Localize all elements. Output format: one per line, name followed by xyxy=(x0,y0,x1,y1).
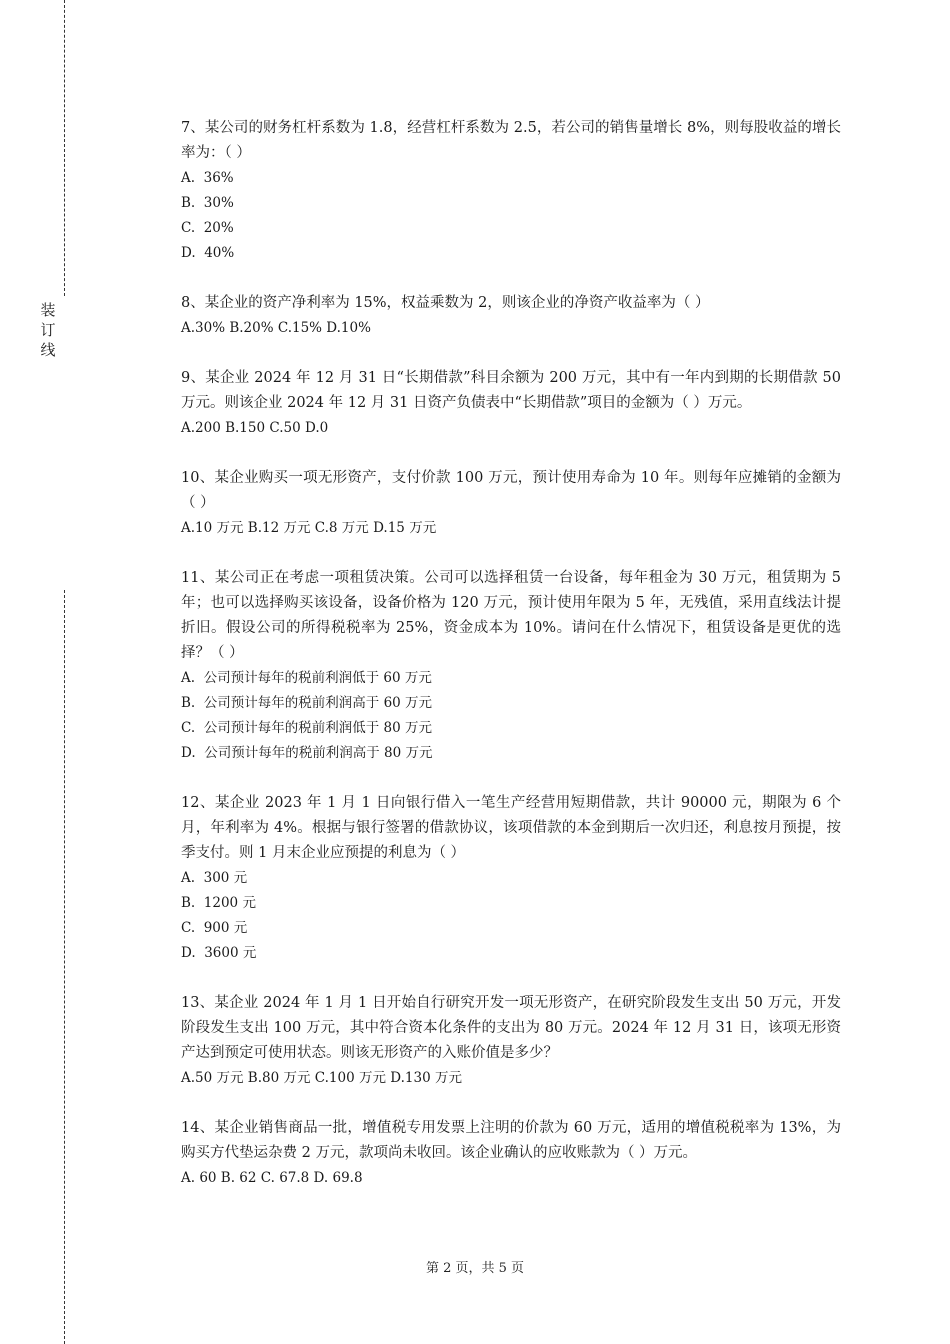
option-c: C. 20% xyxy=(181,220,234,236)
option-a: A. 300 元 xyxy=(181,870,248,886)
options-inline: A.10 万元 B.12 万元 C.8 万元 D.15 万元 xyxy=(181,520,437,536)
question-stem: 12、某企业 2023 年 1 月 1 日向银行借入一笔生产经营用短期借款，共计 90000 元，期限为 6 个月，年利率为 4%。根据与银行签署的借款协议，该项借款的本金到期后一次归还，利息按月预提，按季支付。则 1 月末企业应预提的利息为（ ） xyxy=(181,795,841,861)
binding-label-char: 订 xyxy=(40,321,56,339)
question-stem: 11、某公司正在考虑一项租赁决策。公司可以选择租赁一台设备，每年租金为 30 万元，租赁期为 5 年；也可以选择购买该设备，设备价格为 120 万元，预计使用年限为 5 年，无残值，采用直线法计提折旧。假设公司的所得税税率为 25%，资金成本为 10%。请问在什么情况下，租赁设备是更优的选择？（ ） xyxy=(181,570,841,661)
binding-label xyxy=(38,300,58,360)
question-11 xyxy=(181,566,841,766)
option-d: D. 3600 元 xyxy=(181,945,257,961)
question-stem: 8、某企业的资产净利率为 15%，权益乘数为 2，则该企业的净资产收益率为（ ） xyxy=(181,295,710,311)
question-14 xyxy=(181,1116,841,1191)
option-b: B. 公司预计每年的税前利润高于 60 万元 xyxy=(181,695,433,711)
options-inline: A.50 万元 B.80 万元 C.100 万元 D.130 万元 xyxy=(181,1070,462,1086)
binding-line-top xyxy=(64,0,65,296)
question-10 xyxy=(181,466,841,541)
options-inline: A.30% B.20% C.15% D.10% xyxy=(181,320,371,336)
question-list xyxy=(181,116,841,1216)
question-stem: 13、某企业 2024 年 1 月 1 日开始自行研究开发一项无形资产，在研究阶段发生支出 50 万元，开发阶段发生支出 100 万元，其中符合资本化条件的支出为 80 万元。2024 年 12 月 31 日，该项无形资产达到预定可使用状态。则该无形资产的入账价值是多少？ xyxy=(181,995,841,1061)
question-stem: 10、某企业购买一项无形资产，支付价款 100 万元，预计使用寿命为 10 年。则每年应摊销的金额为（ ） xyxy=(181,470,841,511)
question-8 xyxy=(181,291,841,341)
option-b: B. 30% xyxy=(181,195,234,211)
page-footer: 第 2 页，共 5 页 xyxy=(425,1261,525,1276)
question-stem: 9、某企业 2024 年 12 月 31 日“长期借款”科目余额为 200 万元，其中有一年内到期的长期借款 50 万元。则该企业 2024 年 12 月 31 日资产负债表中“长期借款”项目的金额为（ ）万元。 xyxy=(181,370,841,411)
question-stem: 14、某企业销售商品一批，增值税专用发票上注明的价款为 60 万元，适用的增值税税率为 13%，为购买方代垫运杂费 2 万元，款项尚未收回。该企业确认的应收账款为（ ）万元。 xyxy=(181,1120,841,1161)
question-stem: 7、某公司的财务杠杆系数为 1.8，经营杠杆系数为 2.5，若公司的销售量增长 8%，则每股收益的增长率为：（ ） xyxy=(181,120,841,161)
question-12 xyxy=(181,791,841,966)
options-inline: A. 60 B. 62 C. 67.8 D. 69.8 xyxy=(181,1170,363,1186)
binding-label-char: 装 xyxy=(40,301,56,319)
option-b: B. 1200 元 xyxy=(181,895,256,911)
options-inline: A.200 B.150 C.50 D.0 xyxy=(181,420,329,436)
question-7 xyxy=(181,116,841,266)
option-c: C. 900 元 xyxy=(181,920,248,936)
binding-line-bottom xyxy=(64,590,65,1344)
option-d: D. 40% xyxy=(181,245,235,261)
question-9 xyxy=(181,366,841,441)
option-d: D. 公司预计每年的税前利润高于 80 万元 xyxy=(181,745,433,761)
binding-label-char: 线 xyxy=(40,341,56,359)
option-c: C. 公司预计每年的税前利润低于 80 万元 xyxy=(181,720,432,736)
option-a: A. 公司预计每年的税前利润低于 60 万元 xyxy=(181,670,432,686)
question-13 xyxy=(181,991,841,1091)
option-a: A. 36% xyxy=(181,170,234,186)
